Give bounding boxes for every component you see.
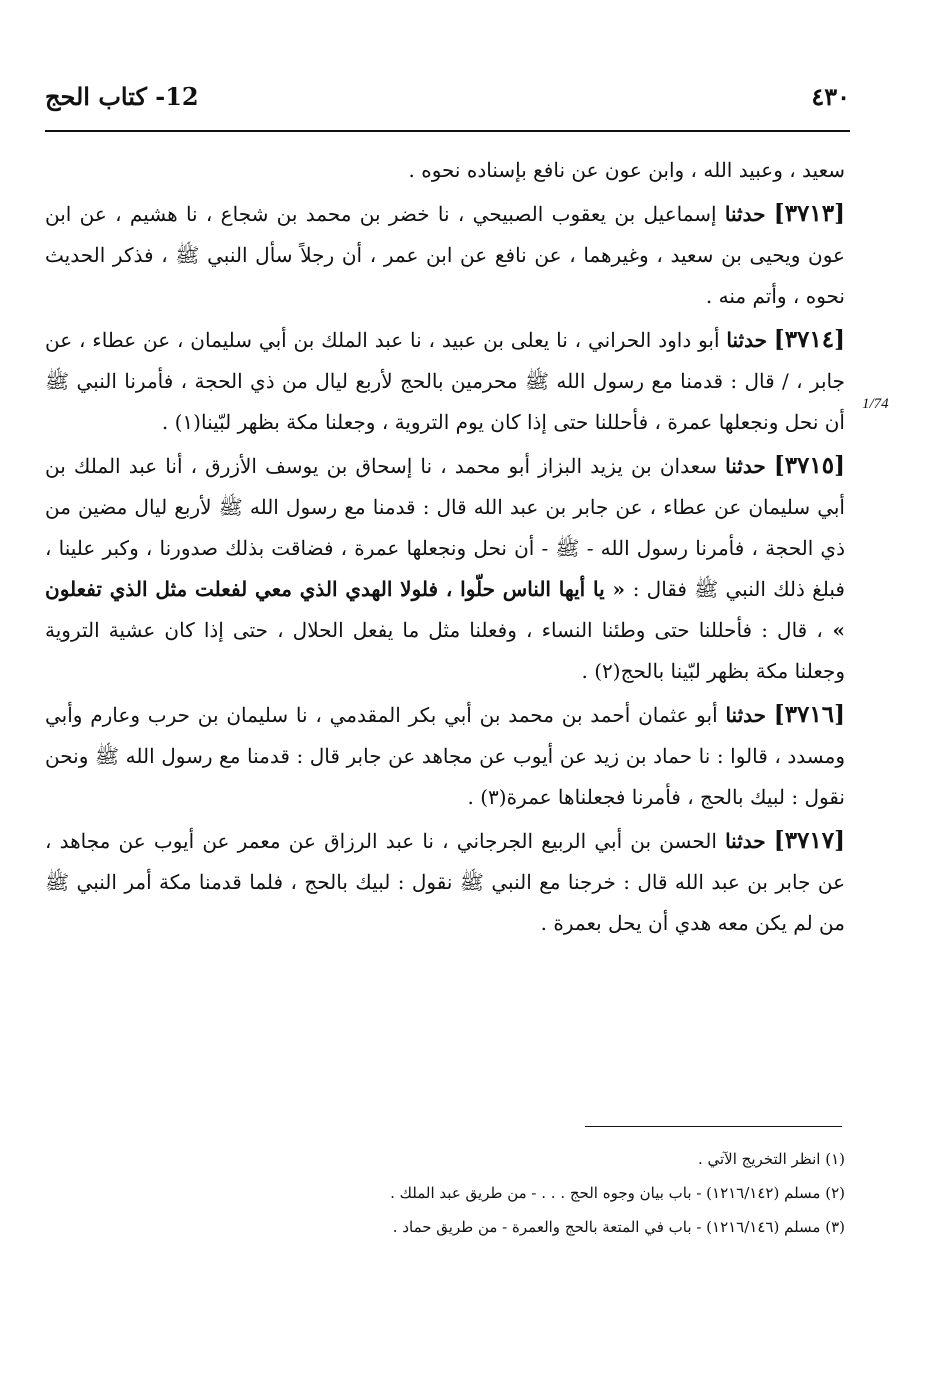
hadith-number: [٣٧١٦] [773,701,845,728]
paragraph-text: أبو عثمان أحمد بن محمد بن أبي بكر المقدمي ، نا سليمان بن حرب وعارم وأبي ومسدد ، قالوا : نا حماد بن زيد عن أيوب عن مجاهد عن جابر قال : قدمنا مع رسول الله ﷺ ونحن نقول : لبيك بالحج ، فأمرنا فجعلناها عمرة(٣) . [45,703,845,809]
footnotes [45,1142,845,1244]
hadith-paragraph [45,445,845,692]
page-header [45,82,850,122]
hadith-paragraph [45,820,845,944]
hadith-paragraph [45,694,845,818]
footnote: (٣) مسلم (١٢١٦/١٤٦) - باب في المتعة بالحج والعمرة - من طريق حماد . [392,1218,845,1236]
hadith-paragraph [45,319,845,443]
hadith-number: [٣٧١٧] [773,827,845,854]
margin-reference: 1/74 [862,396,889,412]
header-rule [45,130,850,132]
hadith-paragraph [45,193,845,317]
continuation-paragraph [45,150,845,191]
footnote: (٢) مسلم (١٢١٦/١٤٢) - باب بيان وجوه الحج . . . - من طريق عبد الملك . [390,1184,845,1202]
paragraph-text: الحسن بن أبي الربيع الجرجاني ، نا عبد الرزاق عن معمر عن أيوب عن مجاهد ، عن جابر بن عبد الله قال : خرجنا مع النبي ﷺ نقول : لبيك بالحج ، فلما قدمنا مكة أمر النبي ﷺ من لم يكن معه هدي أن يحل بعمرة . [45,829,845,935]
footnote: (١) انظر التخريج الآتي . [697,1150,845,1168]
main-text [45,150,845,944]
book-title: 12- كتاب الحج [45,82,199,111]
paragraph-text: إسماعيل بن يعقوب الصبيحي ، نا خضر بن محمد بن شجاع ، نا هشيم ، عن ابن عون ويحيى بن سعيد ، وغيرهما ، عن نافع عن ابن عمر ، أن رجلاً سأل النبي ﷺ ، فذكر الحديث نحوه ، وأتم منه . [45,202,845,308]
hadith-number: [٣٧١٣] [773,200,845,227]
prophetic-quote: « يا أيها الناس حلّوا ، فلولا الهدي الذي معي لفعلت مثل الذي تفعلون » [45,577,846,642]
paragraph-tail: ، قال : فأحللنا حتى وطئنا النساء ، وفعلنا مثل ما يفعل الحلال ، حتى إذا كان عشية التروية وجعلنا مكة بظهر لبّينا بالحج(٢) . [45,618,845,683]
hadith-number: [٣٧١٥] [773,452,846,479]
hadith-lead: حدثنا [725,703,766,727]
footnote-rule [585,1126,842,1127]
paragraph-text: أبو داود الحراني ، نا يعلى بن عبيد ، نا عبد الملك بن أبي سليمان ، عن عطاء ، عن جابر ، / قال : قدمنا مع رسول الله ﷺ محرمين بالحج لأربع ليال من ذي الحجة ، فأمرنا النبي ﷺ أن نحل ونجعلها عمرة ، فأحللنا حتى إذا كان يوم التروية ، وجعلنا مكة بظهر لبّينا(١) . [45,328,845,434]
hadith-number: [٣٧١٤] [773,326,845,353]
page-number: ٤٣٠ [811,82,850,111]
paragraph-text: سعدان بن يزيد البزاز أبو محمد ، نا إسحاق بن يوسف الأزرق ، أنا عبد الملك بن أبي سليمان عن عطاء ، عن جابر بن عبد الله قال : قدمنا مع رسول الله ﷺ لأربع ليال مضين من ذي الحجة ، فأمرنا رسول الله - ﷺ - أن نحل ونجعلها عمرة ، فضاقت بذلك صدورنا ، وكبر علينا ، فبلغ ذلك النبي ﷺ فقال : [45,454,845,601]
hadith-lead: حدثنا [726,328,767,352]
hadith-lead: حدثنا [724,202,766,226]
paragraph-text: سعيد ، وعبيد الله ، وابن عون عن نافع بإسناده نحوه . [408,158,845,182]
hadith-lead: حدثنا [725,829,766,853]
hadith-lead: حدثنا [725,454,766,478]
